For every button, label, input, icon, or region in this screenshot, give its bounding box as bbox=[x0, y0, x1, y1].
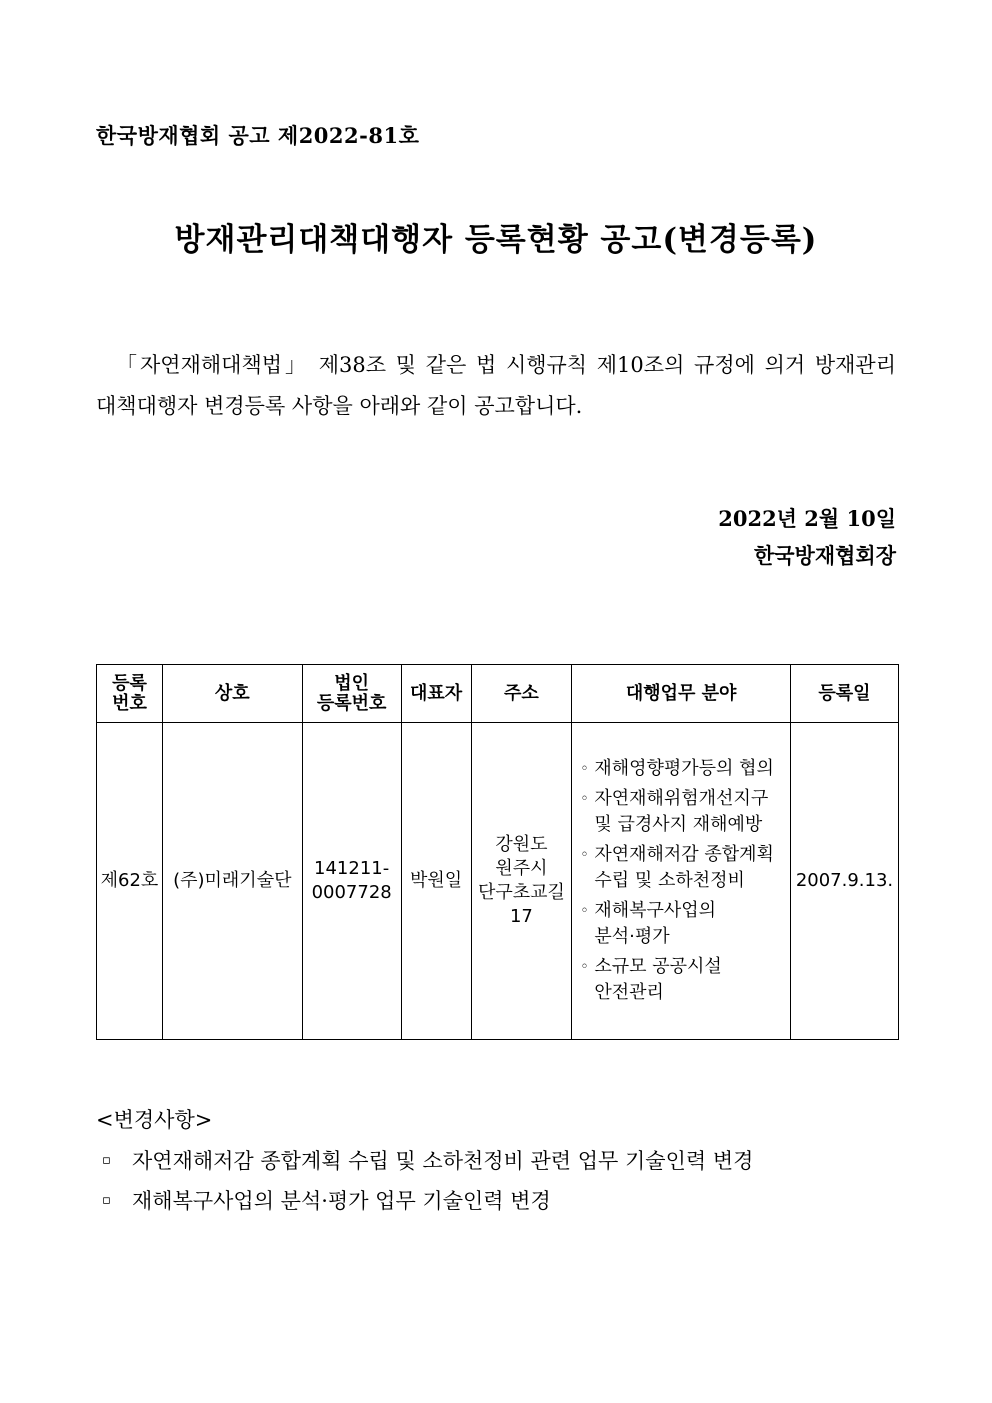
square-bullet-icon: ▫ bbox=[102, 1192, 111, 1208]
header-reg-no: 등록 번호 bbox=[97, 665, 163, 723]
list-item bbox=[96, 1140, 753, 1180]
table-header-row bbox=[97, 665, 899, 723]
cell-fields bbox=[572, 723, 791, 1040]
field-text: 재해복구사업의 분석·평가 bbox=[594, 900, 717, 947]
field-text: 자연재해저감 종합계획 수립 및 소하천정비 bbox=[594, 844, 774, 891]
field-text: 재해영향평가등의 협의 bbox=[594, 758, 774, 779]
changes-heading: <변경사항> bbox=[96, 1108, 213, 1132]
notice-date: 2022년 2월 10일 bbox=[718, 506, 896, 531]
field-item bbox=[580, 954, 784, 1006]
header-corp-no: 법인 등록번호 bbox=[302, 665, 401, 723]
field-text: 자연재해위험개선지구 및 급경사지 재해예방 bbox=[594, 788, 769, 835]
bullet-icon: ◦ bbox=[580, 761, 589, 777]
header-address: 주소 bbox=[471, 665, 572, 723]
field-text: 소규모 공공시설 안전관리 bbox=[594, 956, 722, 1003]
header-company: 상호 bbox=[162, 665, 302, 723]
cell-ceo: 박원일 bbox=[401, 723, 471, 1040]
cell-company: (주)미래기술단 bbox=[162, 723, 302, 1040]
header-reg-date: 등록일 bbox=[790, 665, 898, 723]
list-item bbox=[96, 1180, 753, 1220]
change-text: 재해복구사업의 분석·평가 업무 기술인력 변경 bbox=[132, 1189, 551, 1213]
changes-list bbox=[96, 1140, 753, 1220]
cell-reg-date: 2007.9.13. bbox=[790, 723, 898, 1040]
field-item bbox=[580, 898, 784, 950]
notice-number: 한국방재협회 공고 제2022-81호 bbox=[96, 123, 420, 148]
page-title: 방재관리대책대행자 등록현황 공고(변경등록) bbox=[174, 222, 818, 258]
header-fields: 대행업무 분야 bbox=[572, 665, 791, 723]
cell-address: 강원도 원주시 단구초교길 17 bbox=[471, 723, 572, 1040]
cell-reg-no: 제62호 bbox=[97, 723, 163, 1040]
notice-body bbox=[96, 345, 896, 427]
header-ceo: 대표자 bbox=[401, 665, 471, 723]
registration-table bbox=[96, 664, 899, 1040]
bullet-icon: ◦ bbox=[580, 847, 589, 863]
bullet-icon: ◦ bbox=[580, 791, 589, 807]
change-text: 자연재해저감 종합계획 수립 및 소하천정비 관련 업무 기술인력 변경 bbox=[132, 1149, 754, 1173]
field-item bbox=[580, 756, 784, 782]
body-line-2: 대책대행자 변경등록 사항을 아래와 같이 공고합니다. bbox=[96, 394, 583, 418]
square-bullet-icon: ▫ bbox=[102, 1152, 111, 1168]
cell-corp-no: 141211- 0007728 bbox=[302, 723, 401, 1040]
signer: 한국방재협회장 bbox=[753, 543, 896, 568]
body-line-1: 「자연재해대책법」 제38조 및 같은 법 시행규칙 제10조의 규정에 의거 방재관리 bbox=[116, 353, 896, 377]
field-item bbox=[580, 842, 784, 894]
field-item bbox=[580, 786, 784, 838]
bullet-icon: ◦ bbox=[580, 903, 589, 919]
table-row bbox=[97, 723, 899, 1040]
bullet-icon: ◦ bbox=[580, 959, 589, 975]
